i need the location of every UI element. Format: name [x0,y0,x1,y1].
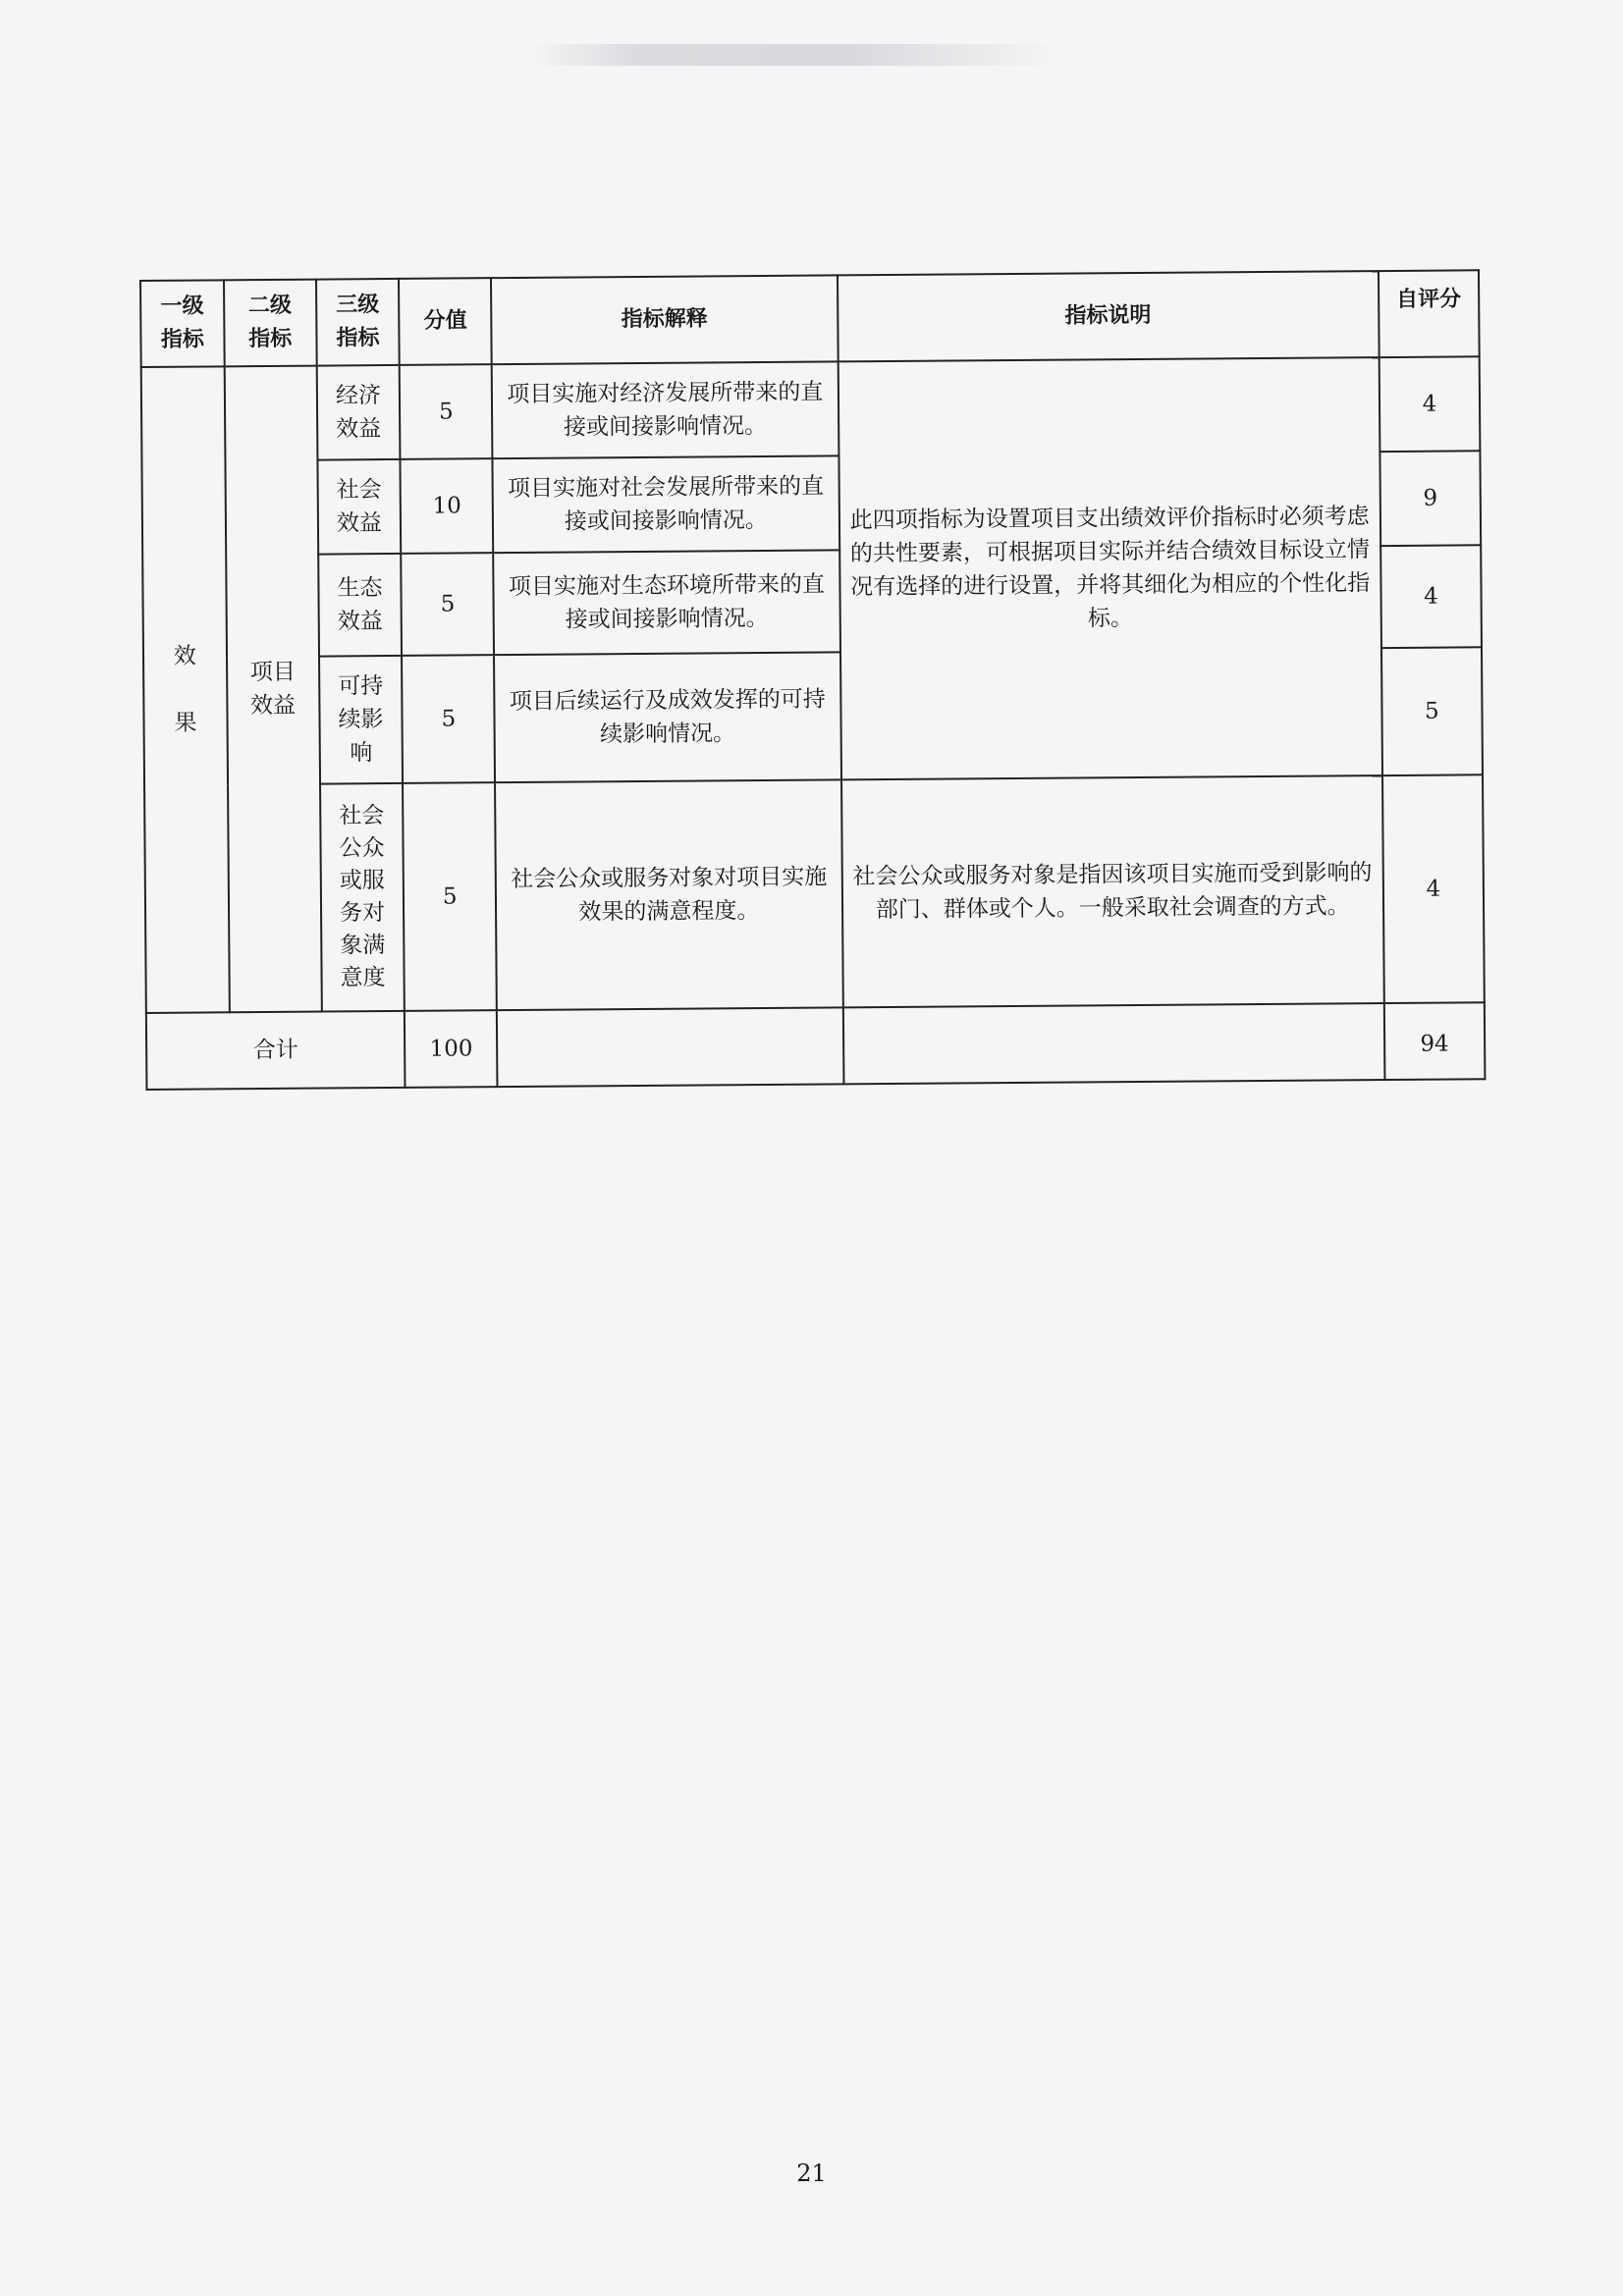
explanation-cell: 社会公众或服务对象对项目实施效果的满意程度。 [495,779,842,1010]
self-score-cell: 5 [1381,647,1483,775]
header-row [140,270,1480,367]
self-score-cell: 4 [1382,774,1485,1003]
scan-header-smudge [530,44,1060,66]
header-score: 分值 [399,278,492,365]
table-row [144,774,1485,1013]
header-description: 指标说明 [838,271,1380,361]
explanation-cell: 项目实施对生态环境所带来的直接或间接影响情况。 [494,550,840,655]
level3-cell: 生态 效益 [318,554,403,657]
score-cell: 5 [402,655,495,783]
self-score-cell: 9 [1380,451,1481,546]
level2-cell: 项目 效益 [224,366,321,1013]
score-cell: 5 [402,553,495,656]
performance-evaluation-table [139,269,1486,1091]
total-score: 100 [405,1010,498,1088]
table-row [141,356,1481,461]
explanation-cell: 项目后续运行及成效发挥的可持续影响情况。 [494,652,840,782]
score-cell: 5 [400,364,493,459]
total-explanation-empty [497,1007,843,1087]
score-cell: 10 [401,458,494,554]
total-row [146,1002,1486,1090]
total-self-score: 94 [1384,1002,1486,1080]
explanation-cell: 项目实施对经济发展所带来的直接或间接影响情况。 [492,361,839,458]
level3-cell: 经济 效益 [316,365,400,460]
description-cell: 社会公众或服务对象是指因该项目实施而受到影响的部门、群体或个人。一般采取社会调查的方式。 [841,775,1384,1007]
header-level2: 二级 指标 [224,280,317,367]
score-cell: 5 [403,782,497,1011]
header-level1: 一级 指标 [140,280,224,367]
explanation-cell: 项目实施对社会发展所带来的直接或间接影响情况。 [493,455,839,553]
level3-cell: 可持 续影 响 [319,656,404,784]
page-number: 21 [796,2160,827,2187]
shared-description-cell: 此四项指标为设置项目支出绩效评价指标时必须考虑的共性要素，可根据项目实际并结合绩效目标设立情况有选择的进行设置，并将其细化为相应的个性化指标。 [838,357,1382,779]
header-explanation: 指标解释 [491,275,838,364]
header-level3: 三级 指标 [316,279,400,366]
level1-cell: 效 果 [141,366,230,1013]
self-score-cell: 4 [1380,545,1482,648]
total-label: 合计 [146,1011,406,1090]
level3-cell: 社会 效益 [317,459,401,555]
level3-cell: 社会 公众 或服 务对 象满 意度 [320,783,406,1012]
self-score-cell: 4 [1380,356,1481,452]
header-self-score: 自评分 [1379,270,1480,357]
total-description-empty [842,1003,1384,1084]
